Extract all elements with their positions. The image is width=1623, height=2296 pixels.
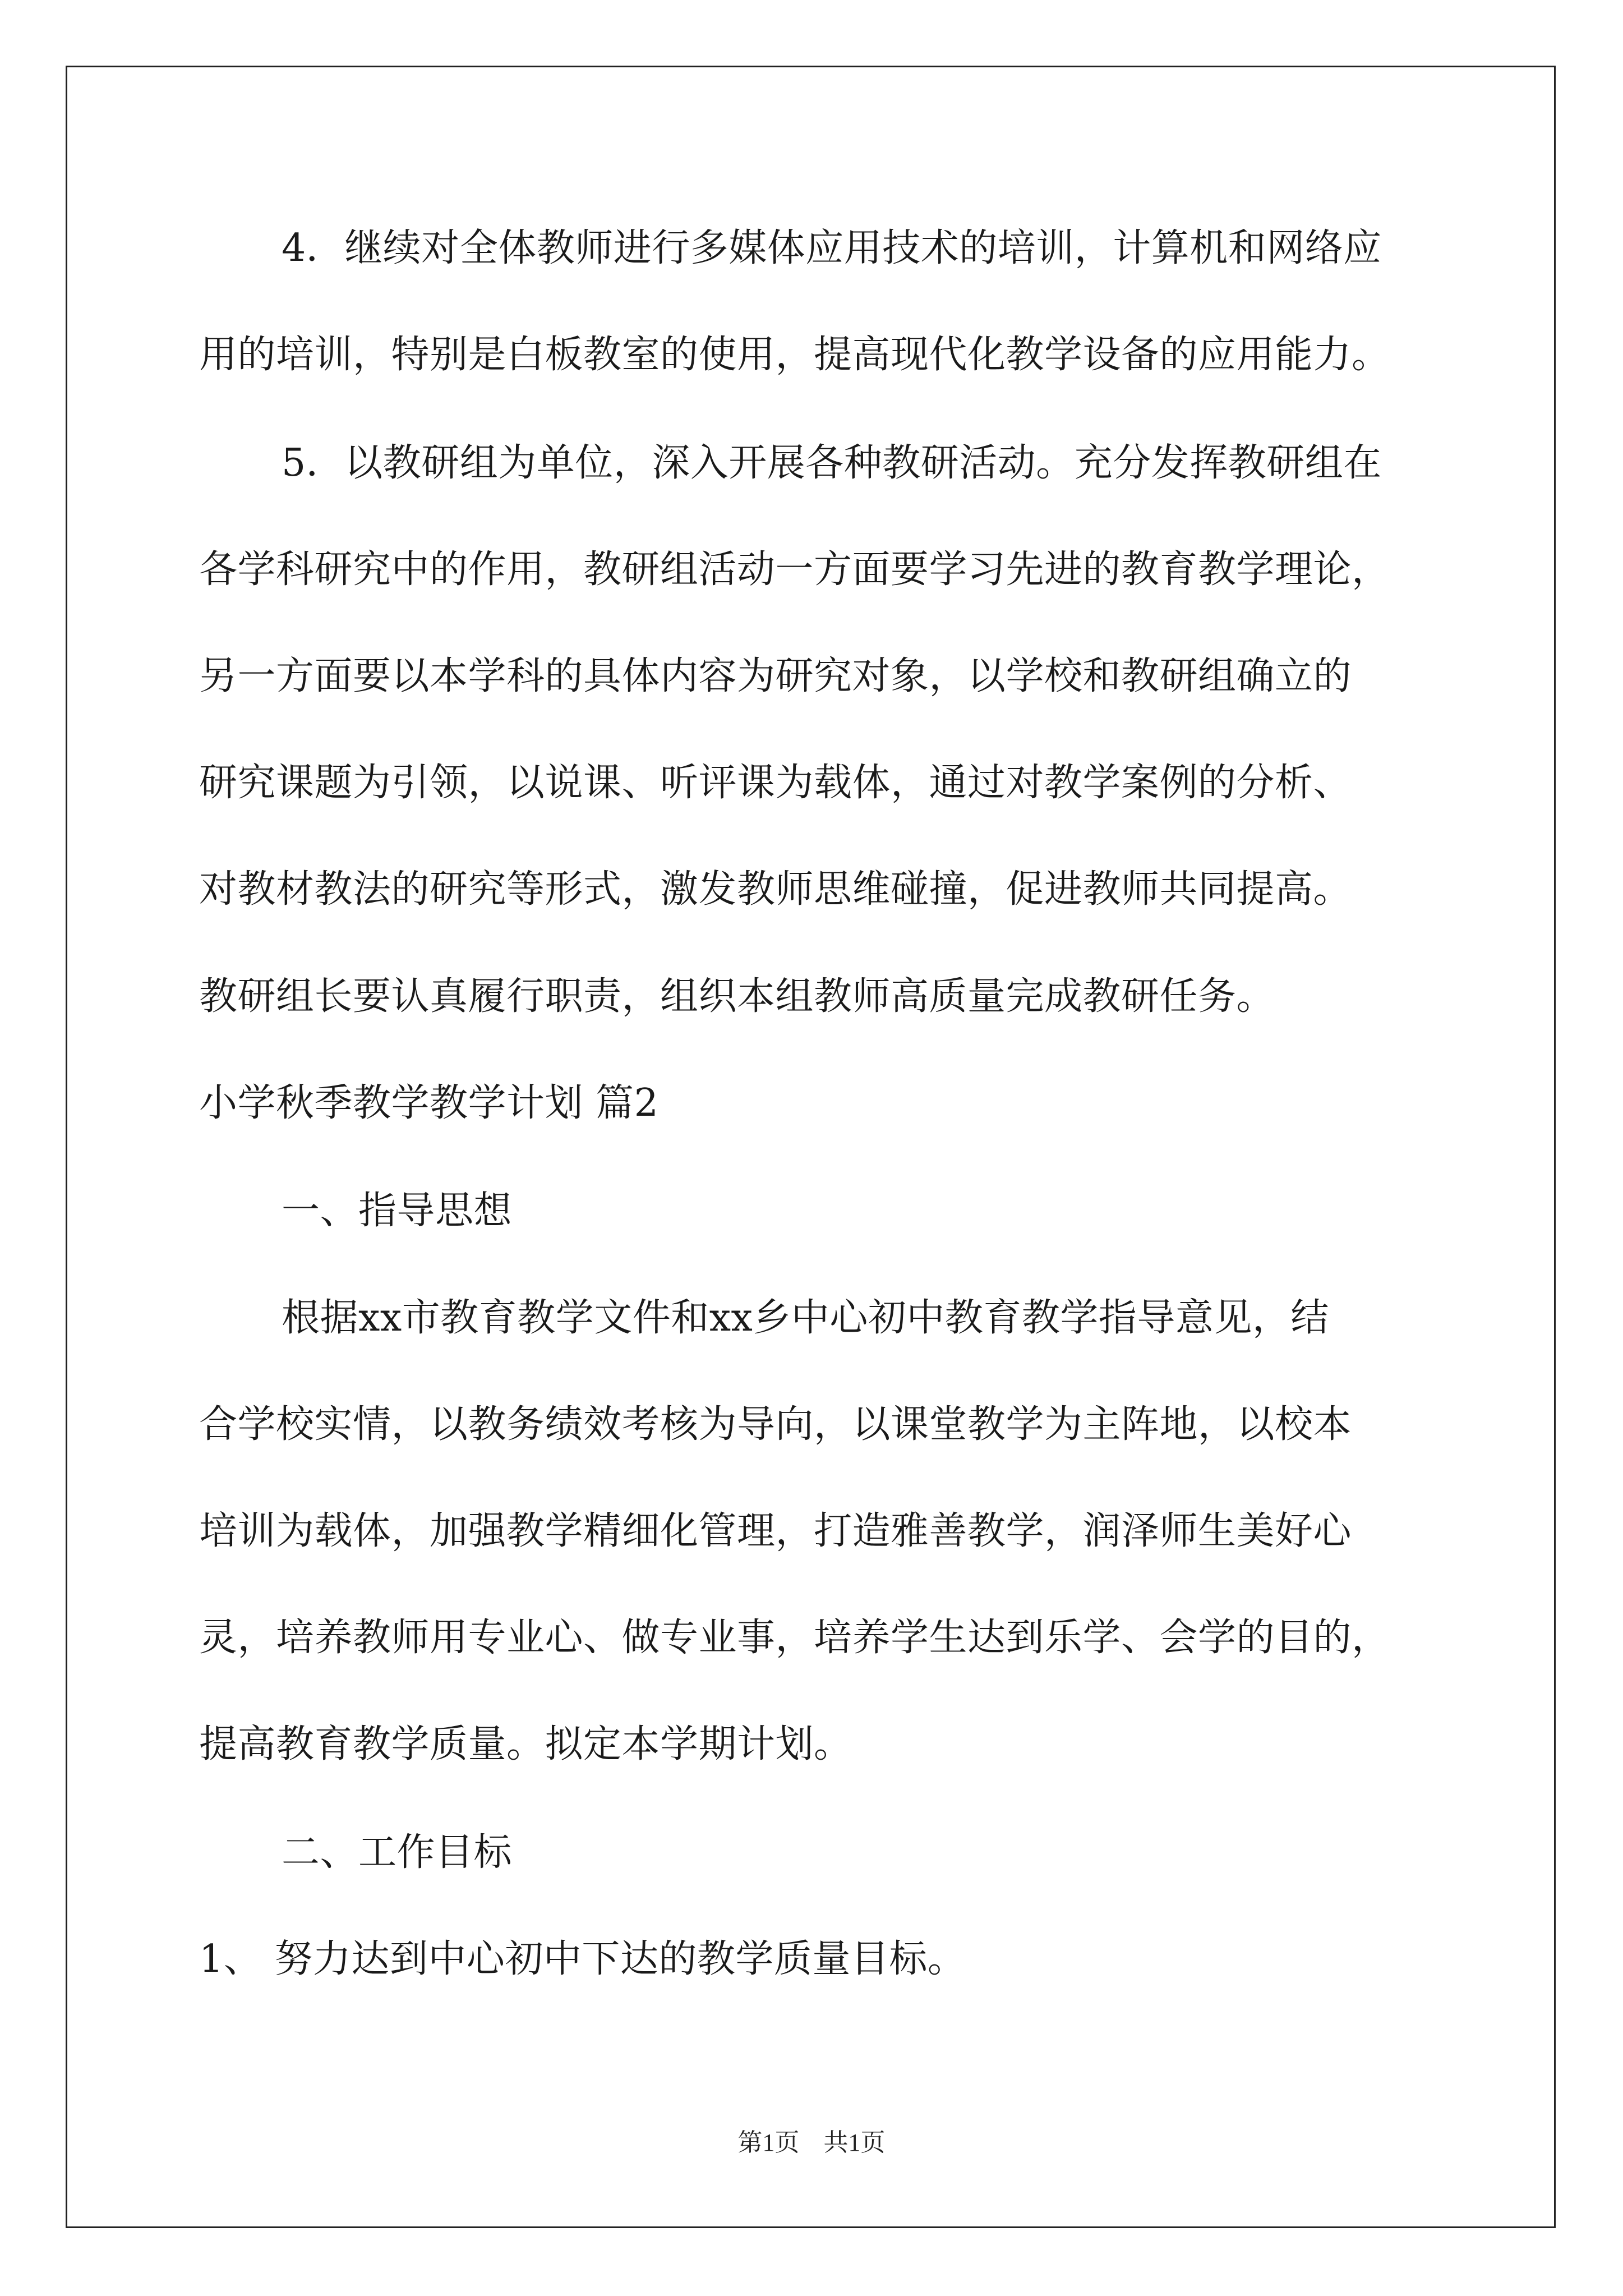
paragraph-line: 研究课题为引领，以说课、听评课为载体，通过对教学案例的分析、	[199, 761, 1352, 805]
section-title: 小学秋季教学教学计划 篇2	[199, 1081, 659, 1125]
page-border	[66, 66, 1556, 2228]
paragraph-line: 各学科研究中的作用，教研组活动一方面要学习先进的教育教学理论，	[199, 547, 1390, 592]
page-number: 第1页	[737, 2129, 800, 2156]
paragraph-line: 用的培训，特别是白板教室的使用，提高现代化教学设备的应用能力。	[199, 333, 1390, 377]
paragraph-line: 培训为载体，加强教学精细化管理，打造雅善教学，润泽师生美好心	[199, 1509, 1352, 1553]
page-total: 共1页	[823, 2129, 886, 2156]
paragraph-line: 4．继续对全体教师进行多媒体应用技术的培训，计算机和网络应	[282, 226, 1382, 270]
paragraph-line: 提高教育教学质量。拟定本学期计划。	[199, 1722, 852, 1766]
paragraph-line: 5．以教研组为单位，深入开展各种教研活动。充分发挥教研组在	[282, 441, 1382, 485]
paragraph-line: 合学校实情，以教务绩效考核为导向，以课堂教学为主阵地，以校本	[199, 1402, 1352, 1447]
paragraph-line: 对教材教法的研究等形式，激发教师思维碰撞，促进教师共同提高。	[199, 867, 1352, 912]
paragraph-line: 教研组长要认真履行职责，组织本组教师高质量完成教研任务。	[199, 974, 1275, 1019]
paragraph-line: 1、 努力达到中心初中下达的教学质量目标。	[199, 1937, 966, 1981]
section-heading: 一、指导思想	[282, 1189, 513, 1233]
paragraph-line: 灵，培养教师用专业心、做专业事，培养学生达到乐学、会学的目的，	[199, 1616, 1390, 1660]
page-footer	[0, 2120, 1623, 2165]
paragraph-line: 另一方面要以本学科的具体内容为研究对象，以学校和教研组确立的	[199, 654, 1352, 698]
paragraph-line: 根据xx市教育教学文件和xx乡中心初中教育教学指导意见，结	[282, 1296, 1329, 1340]
section-heading: 二、工作目标	[282, 1830, 513, 1875]
